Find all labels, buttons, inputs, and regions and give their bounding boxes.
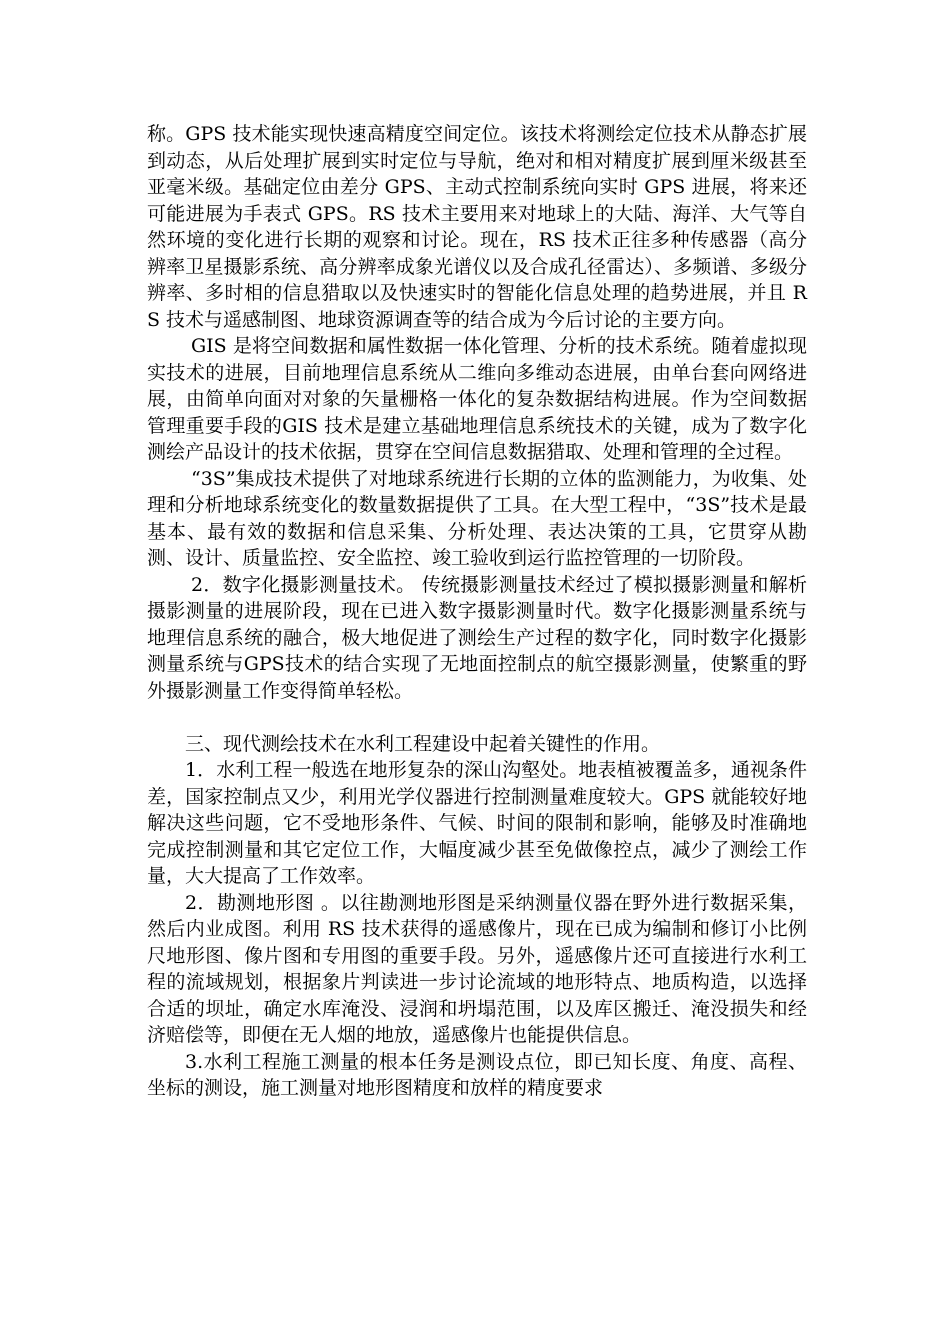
paragraph-control-survey: 1．水利工程一般选在地形复杂的深山沟壑处。地表植被覆盖多，通视条件差，国家控制点又少，利用光学仪器进行控制测量难度较大。GPS 就能较好地解决这些问题，它不受地形条件、气候、时间的限制和影响，能够及时准确地完成控制测量和其它定位工作，大幅度减少甚至免做像控点，减少了测绘工作量，大大提高了工作效率。	[147, 759, 807, 887]
paragraph-gis: GIS 是将空间数据和属性数据一体化管理、分析的技术系统。随着虚拟现实技术的进展，目前地理信息系统从二维向多维动态进展，由单台套向网络进展，由简单向面对对象的矢量栅格一体化的复杂数据结构进展。作为空间数据管理重要手段的GIS 技术是建立基础地理信息系统技术的关键，成为了数字化测绘产品设计的技术依据，贯穿在空间信息数据猎取、处理和管理的全过程。	[147, 335, 807, 463]
paragraph-topographic-map: 2．勘测地形图 。以往勘测地形图是采纳测量仪器在野外进行数据采集，然后内业成图。利用 RS 技术获得的遥感像片，现在已成为编制和修订小比例尺地形图、像片图和专用图的重要手段。另外，遥感像片还可直接进行水利工程的流域规划，根据象片判读进一步讨论流域的地形特点、地质构造，以选择合适的坝址，确定水库淹没、浸润和坍塌范围，以及库区搬迁、淹没损失和经济赔偿等，即便在无人烟的地放，遥感像片也能提供信息。	[147, 891, 807, 1046]
paragraph-spacer	[147, 704, 807, 731]
paragraph-digital-photogrammetry: 2．数字化摄影测量技术。 传统摄影测量技术经过了模拟摄影测量和解析摄影测量的进展阶段，现在已进入数字摄影测量时代。数字化摄影测量系统与地理信息系统的融合，极大地促进了测绘生产过程的数字化，同时数字化摄影测量系统与GPS技术的结合实现了无地面控制点的航空摄影测量，使繁重的野外摄影测量工作变得简单轻松。	[147, 573, 807, 702]
paragraph-3s: “3S”集成技术提供了对地球系统进行长期的立体的监测能力，为收集、处理和分析地球系统变化的数量数据提供了工具。在大型工程中，“3S”技术是最基本、最有效的数据和信息采集、分析处理、表达决策的工具，它贯穿从勘测、设计、质量监控、安全监控、竣工验收到运行监控管理的一切阶段。	[147, 467, 807, 569]
paragraph-construction-survey: 3.水利工程施工测量的根本任务是测设点位，即已知长度、角度、高程、坐标的测设，施工测量对地形图精度和放样的精度要求	[147, 1050, 807, 1099]
document-page	[147, 121, 807, 1102]
paragraph-gps-rs: 称。GPS 技术能实现快速高精度空间定位。该技术将测绘定位技术从静态扩展到动态，从后处理扩展到实时定位与导航，绝对和相对精度扩展到厘米级甚至亚毫米级。基础定位由差分 GPS、主动式控制系统向实时 GPS 进展，将来还可能进展为手表式 GPS。RS 技术主要用来对地球上的大陆、海洋、大气等自然环境的变化进行长期的观察和讨论。现在，RS 技术正往多种传感器（高分辨率卫星摄影系统、高分辨率成象光谱仪以及合成孔径雷达）、多频谱、多级分辨率、多时相的信息猎取以及快速实时的智能化信息处理的趋势进展，并且 RS 技术与遥感制图、地球资源调查等的结合成为今后讨论的主要方向。	[147, 123, 807, 331]
section-heading-three: 三、现代测绘技术在水利工程建设中起着关键性的作用。	[185, 732, 661, 755]
